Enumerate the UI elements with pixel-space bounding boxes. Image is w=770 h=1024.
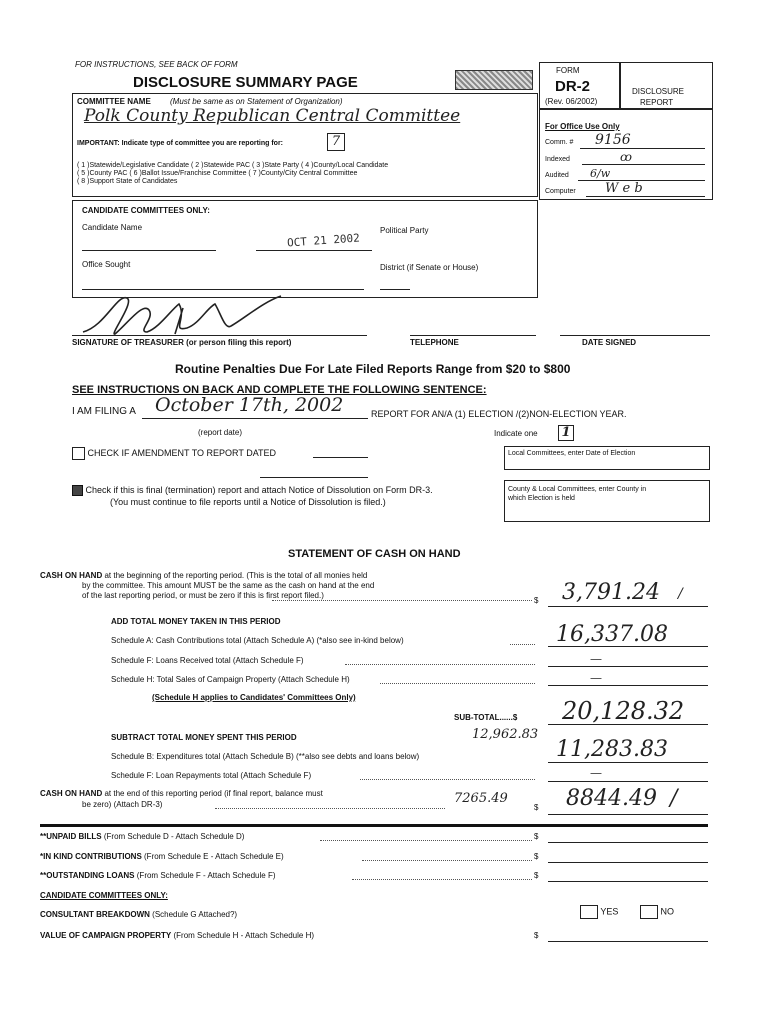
campaign-property-field[interactable] [548, 941, 708, 942]
barcode-stamp [455, 70, 533, 90]
cash-start-description: CASH ON HAND at the beginning of the reporting period. (This is the total of all monies held by the committee. This amount MUST be the same as the cash on hand at the end of the last reporting period, or must be zero if this is first report filed.) [40, 571, 375, 600]
district-field[interactable] [380, 289, 410, 290]
cash-start-value[interactable]: 3,791.24 [562, 580, 660, 605]
form-label: FORM [556, 66, 580, 75]
schedule-f-label: Schedule F: Loans Received total (Attach Schedule F) [111, 656, 304, 665]
telephone-label: TELEPHONE [410, 338, 459, 347]
in-kind-field[interactable] [548, 862, 708, 863]
report-date-label: (report date) [198, 428, 243, 437]
unpaid-bills-field[interactable] [548, 842, 708, 843]
received-stamp: OCT 21 2002 [286, 231, 361, 250]
report-type-1: DISCLOSURE [632, 87, 685, 96]
section-divider [40, 824, 708, 827]
office-use-label: For Office Use Only [545, 122, 620, 131]
add-total-label: ADD TOTAL MONEY TAKEN IN THIS PERIOD [111, 617, 281, 626]
committee-name-note: (Must be same as on Statement of Organization) [170, 97, 343, 106]
cash-end-mark: / [670, 786, 678, 811]
subtotal-label: SUB-TOTAL......$ [454, 713, 518, 722]
committee-types-3: ( 8 )Support State of Candidates [77, 178, 178, 185]
indexed-label: Indexed [545, 156, 570, 163]
office-sought-label: Office Sought [82, 260, 131, 269]
amendment-row [72, 447, 276, 460]
comm-label: Comm. # [545, 139, 574, 146]
penalties-note: Routine Penalties Due For Late Filed Reports Range from $20 to $800 [175, 362, 571, 376]
outstanding-loans-row: **OUTSTANDING LOANS (From Schedule F - Attach Schedule F) [40, 871, 276, 880]
indexed-value: ꝏ [620, 150, 632, 164]
form-number: DR-2 [555, 78, 591, 95]
schedule-f2-label: Schedule F: Loan Repayments total (Attach Schedule F) [111, 771, 312, 780]
local-election-note: Local Committees, enter Date of Election [508, 450, 636, 457]
report-type-2: REPORT [640, 98, 674, 107]
schedule-b-label: Schedule B: Expenditures total (Attach Schedule B) (**also see debts and loans below) [111, 752, 420, 761]
political-party-label: Political Party [380, 226, 429, 235]
final-report-row [72, 485, 433, 496]
amendment-label: CHECK IF AMENDMENT TO REPORT DATED [87, 447, 277, 458]
candidate-section-title: CANDIDATE COMMITTEES ONLY: [82, 206, 210, 215]
audited-value: 6/w [590, 167, 611, 180]
signature-label: SIGNATURE OF TREASURER (or person filing this report) [72, 338, 292, 347]
schedule-h-label: Schedule H: Total Sales of Campaign Property (Attach Schedule H) [111, 675, 350, 684]
audited-label: Audited [545, 172, 569, 179]
candidate-mid-field[interactable] [256, 250, 372, 251]
candidate-name-field[interactable] [82, 250, 216, 251]
subtract-label: SUBTRACT TOTAL MONEY SPENT THIS PERIOD [111, 733, 297, 742]
indicate-one-label: Indicate one [494, 429, 538, 438]
cash-start-mark: / [678, 586, 683, 602]
final-report-checkbox[interactable] [72, 485, 83, 496]
filing-prefix: I AM FILING A [72, 406, 136, 417]
county-note-1: County & Local Committees, enter County in [508, 486, 647, 493]
schedule-b-value[interactable]: 11,283.83 [556, 737, 668, 762]
county-note-2: which Election is held [508, 495, 575, 502]
schedule-h-value[interactable]: — [590, 671, 602, 685]
cash-end-value[interactable]: 8844.49 [566, 786, 657, 811]
sentence-instructions: SEE INSTRUCTIONS ON BACK AND COMPLETE THE FOLLOWING SENTENCE: [72, 384, 487, 396]
consultant-row: CONSULTANT BREAKDOWN (Schedule G Attached?) [40, 910, 238, 919]
consultant-yes: YES [580, 905, 618, 919]
consultant-yes-checkbox[interactable] [580, 905, 598, 919]
subtract-note: 12,962.83 [472, 727, 539, 742]
computer-value: W e b [605, 181, 643, 196]
schedule-f-value[interactable]: — [590, 652, 602, 666]
outstanding-loans-field[interactable] [548, 881, 708, 882]
statement-title: STATEMENT OF CASH ON HAND [288, 548, 461, 560]
indicate-one-value[interactable]: 1 [558, 425, 574, 441]
subtotal-value[interactable]: 20,128.32 [562, 697, 685, 725]
candidate-only-label: CANDIDATE COMMITTEES ONLY: [40, 891, 168, 900]
schedule-f2-value[interactable]: — [590, 766, 602, 780]
filing-date-value[interactable]: October 17th, 2002 [155, 394, 344, 416]
consultant-no-checkbox[interactable] [640, 905, 658, 919]
committee-type-value[interactable]: 7 [327, 133, 345, 151]
committee-name-label: COMMITTEE NAME [77, 97, 151, 106]
committee-types-2: ( 5 )County PAC ( 6 )Ballot Issue/Franchise Committee ( 7 )County/City Central Committee [77, 170, 358, 177]
cash-end-description: CASH ON HAND at the end of this reporting period (if final report, balance must be zero) (Attach DR-3) [40, 789, 323, 809]
computer-label: Computer [545, 188, 576, 195]
page-title: DISCLOSURE SUMMARY PAGE [133, 74, 358, 91]
instructions-note: FOR INSTRUCTIONS, SEE BACK OF FORM [75, 60, 238, 69]
consultant-no: NO [640, 905, 674, 919]
schedule-a-value[interactable]: 16,337.08 [556, 622, 668, 647]
unpaid-bills-row: **UNPAID BILLS (From Schedule D - Attach Schedule D) [40, 832, 245, 841]
date-signed-label: DATE SIGNED [582, 338, 637, 347]
schedule-a-label: Schedule A: Cash Contributions total (Attach Schedule A) (*also see in-kind below) [111, 636, 404, 645]
form-revision: (Rev. 06/2002) [545, 97, 598, 106]
comm-value: 9156 [595, 132, 631, 148]
amendment-checkbox[interactable] [72, 447, 85, 460]
committee-name-value[interactable]: Polk County Republican Central Committee [84, 106, 461, 126]
final-report-line-2: (You must continue to file reports until a Notice of Dissolution is filed.) [110, 497, 386, 507]
schedule-h-note: (Schedule H applies to Candidates' Committees Only) [152, 693, 356, 702]
district-label: District (if Senate or House) [380, 263, 479, 272]
candidate-name-label: Candidate Name [82, 223, 143, 232]
important-label: IMPORTANT: Indicate type of committee you are reporting for: [77, 140, 284, 147]
cash-end-note: 7265.49 [454, 791, 508, 806]
final-report-line-1: Check if this is final (termination) report and attach Notice of Dissolution on Form DR-3. [85, 485, 433, 495]
campaign-property-row: VALUE OF CAMPAIGN PROPERTY (From Schedule H - Attach Schedule H) [40, 931, 315, 940]
in-kind-row: *IN KIND CONTRIBUTIONS (From Schedule E - Attach Schedule E) [40, 852, 284, 861]
filing-suffix: REPORT FOR AN/A (1) ELECTION /(2)NON-ELECTION YEAR. [371, 409, 627, 419]
amendment-date-field[interactable] [313, 457, 368, 458]
committee-types-1: ( 1 )Statewide/Legislative Candidate ( 2 )Statewide PAC ( 3 )State Party ( 4 )County/Local Candidate [77, 162, 389, 169]
